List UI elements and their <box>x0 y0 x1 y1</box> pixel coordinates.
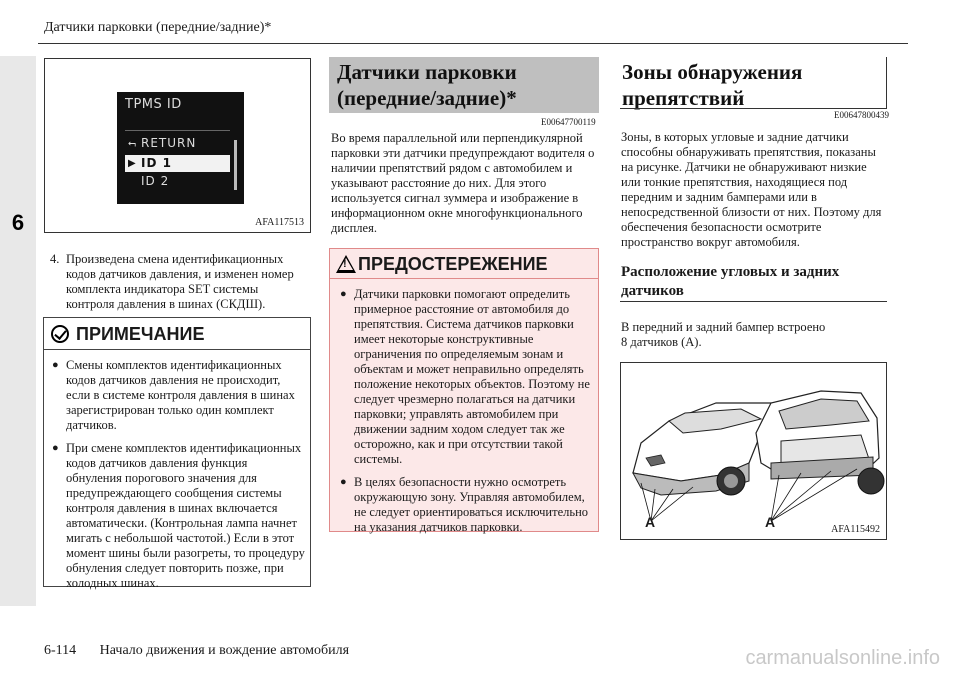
header-divider <box>38 43 908 44</box>
warning-title: ПРЕДОСТЕРЕЖЕНИЕ <box>358 254 548 274</box>
zones-heading-divider <box>620 108 887 109</box>
warning-bullet: ● Датчики парковки помогают определить примерное расстояние от автомобиля до препятствия. Система датчиков парковки имеет некоторые конструктивные ограничения по определяемым зонам и объектам и может неправильно определять положение некоторых объектов. Поэтому не следует чрезмерно полагаться на датчики парковки; управлять автомобилем при движении задним ходом следует так же осторожно, как и при отсутствии такой системы. <box>340 287 594 467</box>
note-header <box>44 318 310 350</box>
note-bullet: ● При смене комплектов идентификационных кодов датчиков давления функция обнуления порогового значения для предупреждающего сообщения системы контроля давления в шинах включается автоматически. (Контрольная лампа начнет мигать с небольшой частотой.) Если в этот момент шины были разогреты, то процедуру обнуления следует повторить позже, при холодных шинах. <box>52 441 306 591</box>
section-code: E00647800439 <box>834 110 889 120</box>
page-number: 6-114 <box>44 643 77 658</box>
figure-code: AFA117513 <box>255 217 304 228</box>
step-4 <box>50 252 320 312</box>
sensor-marker-a-rear: A <box>765 514 776 530</box>
subsection-body-line: В передний и задний бампер встроено <box>621 320 826 334</box>
warning-box <box>329 248 599 532</box>
chapter-number: 6 <box>11 210 25 235</box>
tpms-item-id1-label: ID 1 <box>141 156 172 170</box>
page-header-title: Датчики парковки (передние/задние)* <box>44 20 272 35</box>
tpms-item-id1 <box>125 155 230 172</box>
car-illustration <box>621 363 886 539</box>
watermark: carmanualsonline.info <box>745 647 940 669</box>
page-footer <box>44 643 349 659</box>
tpms-figure <box>44 58 311 233</box>
section-title-line: (передние/задние)* <box>337 86 517 110</box>
tpms-display-title: TPMS ID <box>125 97 182 112</box>
return-arrow-icon: ⮢ <box>128 138 137 149</box>
subsection-body-line: 8 датчиков (A). <box>621 335 702 349</box>
section-code: E00647700119 <box>541 117 596 127</box>
tpms-divider <box>125 130 230 131</box>
section-body: Во время параллельной или перпендикулярной парковки эти датчики предупреждают водителя о наличии препятствий рядом с автомобилем и указывают расстояние до них. Для этого используется сигнал зуммера и изображение в информационном окне многофункционального дисплея. <box>331 131 595 235</box>
section-heading-zones <box>620 57 886 110</box>
tpms-item-return-label: RETURN <box>141 136 197 150</box>
step-line: кодов датчиков давления, и изменен номер <box>66 267 294 281</box>
note-title: ПРИМЕЧАНИЕ <box>76 324 205 344</box>
subsection-title-line: Расположение угловых и задних <box>621 264 840 280</box>
warning-bullets <box>340 287 594 543</box>
car-sensor-figure <box>620 362 887 540</box>
note-bullet: ● Смены комплектов идентификационных кодов датчиков давления не происходит, если в системе контроля давления в шинах зарегистрирован только один комплект датчиков. <box>52 358 306 433</box>
subsection-divider <box>620 301 887 302</box>
exclamation-icon: ! <box>343 258 347 270</box>
subsection-heading <box>621 263 887 301</box>
section-heading-sensors <box>329 57 599 113</box>
note-bullets <box>52 358 306 599</box>
chapter-side-tab <box>0 56 36 606</box>
subsection-body <box>621 320 887 350</box>
section-title-line: Датчики парковки <box>337 60 517 84</box>
figure-code: AFA115492 <box>831 524 880 535</box>
step-number: 4. <box>50 252 60 266</box>
sensor-marker-a-front: A <box>645 514 656 530</box>
tpms-item-id2-label: ID 2 <box>141 174 170 188</box>
step-line: Произведена смена идентификационных <box>66 252 284 266</box>
zones-heading-rule-right <box>886 57 887 108</box>
tpms-display <box>117 92 244 204</box>
section-body: Зоны, в которых угловые и задние датчики способны обнаруживать препятствия, показаны на рисунке. Датчики не обнаруживают низкие или тонкие препятствия, находящиеся под передним и задним бамперами или в непосредственной близости от них. Поэтому для обеспечения безопасности осмотрите пространство вокруг автомобиля. <box>621 130 882 249</box>
section-title-line: препятствий <box>622 86 745 110</box>
subsection-title-line: датчиков <box>621 283 684 299</box>
check-circle-icon <box>51 325 69 343</box>
select-pointer-icon: ▶ <box>128 158 137 169</box>
step-line: комплекта индикатора SET системы <box>66 282 259 296</box>
chapter-title: Начало движения и вождение автомобиля <box>99 643 350 658</box>
tpms-scrollbar <box>234 140 237 190</box>
warning-header <box>330 249 598 279</box>
tpms-item-return <box>125 135 230 152</box>
warning-bullet: ● В целях безопасности нужно осмотреть окружающую зону. Управляя автомобилем, не следует ориентироваться исключительно на указания датчиков парковки. <box>340 475 594 535</box>
note-box <box>43 317 311 590</box>
step-line: контроля давления в шинах (СКДШ). <box>66 297 266 311</box>
section-title-line: Зоны обнаружения <box>622 60 803 84</box>
tpms-item-id2 <box>125 173 230 190</box>
